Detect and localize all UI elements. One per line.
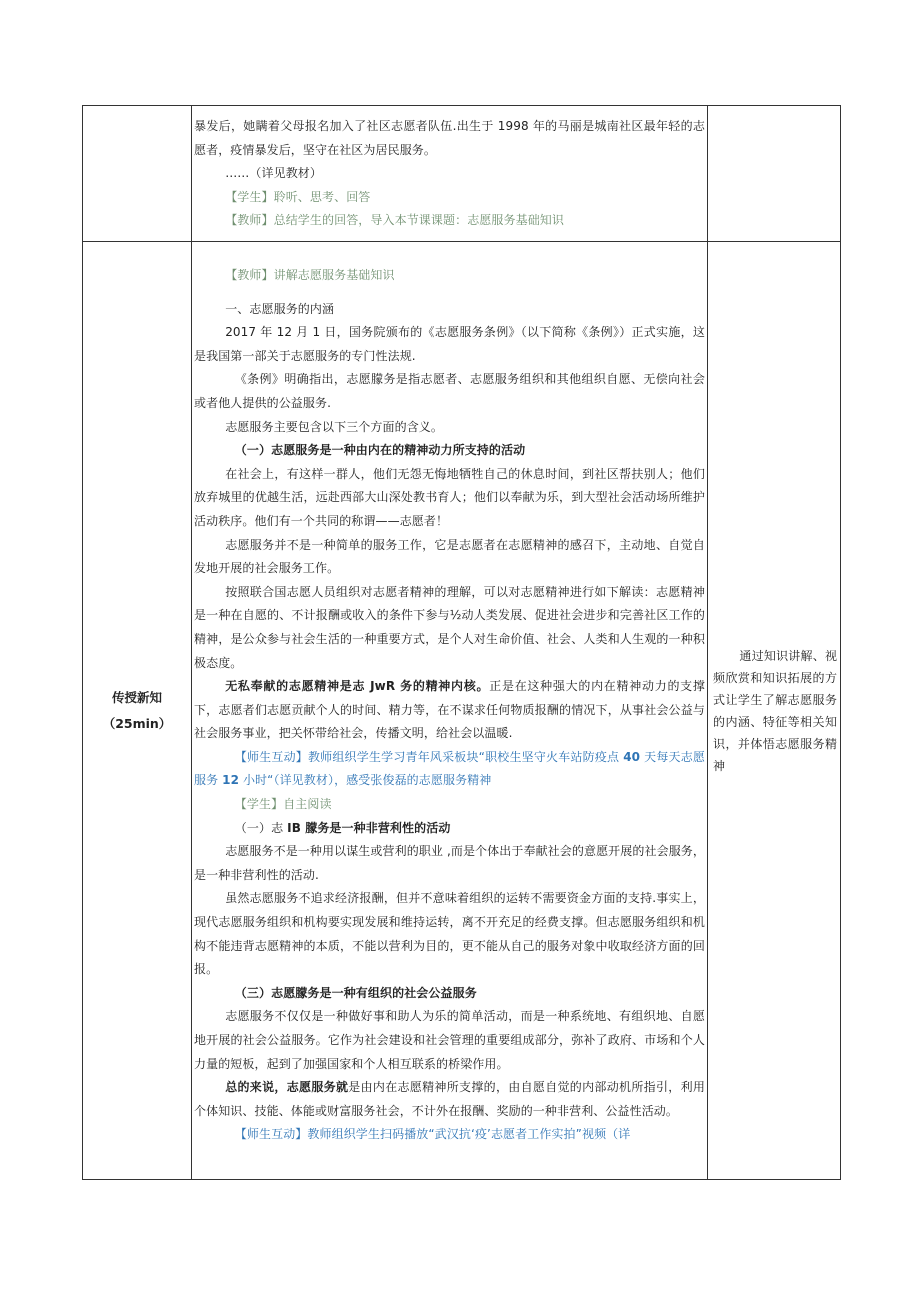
lesson-plan-table xyxy=(82,105,841,1180)
interaction-2-text: 教师组织学生扫码播放“武汉抗‘疫’志愿者工作实拍”视频（详 xyxy=(307,1127,631,1142)
intro-story-text: 暴发后，她瞒着父母报名加入了社区志愿者队伍.出生于 1998 年的马丽是城南社区最年轻的志愿者，疫情暴发后，坚守在社区为居民服务。 xyxy=(194,119,705,157)
interaction-1-text-b: 天每天志愿服务 xyxy=(194,749,706,788)
paragraph-regulation: 2017 年 12 月 1 日，国务院颁布的《志愿服务条例》（以下简称《条例》）正式实施，这是我国第一部关于志愿服务的专门性法规. xyxy=(194,325,705,363)
paragraph-summary xyxy=(194,1076,705,1123)
paragraph-un-spirit: 按照联合国志愿人员组织对志愿者精神的理解，可以对志愿精神进行如下解读：志愿精神是一种在自愿的、不计报酬或收入的条件下参与½动人类发展、促进社会进步和完善社区工作的精神，是公众参与社会生活的一种重要方式，是个人对生命价值、社会、人类和人生观的一种积极态度。 xyxy=(194,584,705,670)
subheading-3: （三）志愿朦务是一种有组织的社会公益服务 xyxy=(234,985,477,1000)
goal-cell-empty xyxy=(708,106,841,242)
interaction-1-text-a: 教师组织学生学习青年风采板块“职校生坚守火车站防疫点 xyxy=(307,749,624,764)
interaction-1 xyxy=(194,746,705,793)
teacher-summary: 【教师】总结学生的回答，导入本节课课题：志愿服务基础知识 xyxy=(225,213,564,228)
core-spirit-rest: 正是在这种强大的内在精神动力的支撑下，志愿者们志愿贡献个人的时间、精力等，在不谋求任何物质报酬的情况下，从事社会公益与社会服务事业，把关怀带给社会，传播文明，给社会以温暖. xyxy=(194,679,706,741)
paragraph-core-spirit xyxy=(194,675,705,746)
see-textbook-note: ……（详见教材） xyxy=(225,166,322,181)
stage-title: 传授新知 xyxy=(111,689,162,705)
interaction-1-num-hours: 12 xyxy=(222,773,240,788)
interaction-1-label: 【师生互动】 xyxy=(234,749,308,764)
stage-cell xyxy=(83,242,192,1180)
paragraph-organized: 志愿服务不仅仅是一种做好事和助人为乐的简单活动，而是一种系统地、有组织地、自愿地开展的社会公益服务。它作为社会建设和社会管理的重要组成部分，弥补了政府、市场和个人力量的短板，起到了加强国家和个人相互联系的桥梁作用。 xyxy=(194,1009,705,1071)
interaction-1-text-c: 小时“（详见教材），感受张俊磊的志愿服务精神 xyxy=(239,773,492,788)
summary-rest: 是由内在志愿精神所支撑的，由自愿自觉的内部动机所指引，利用个体知识、技能、体能或财富服务社会，不计外在报酬、奖励的一种非营利、公益性活动。 xyxy=(194,1080,705,1118)
subheading-2-bold: IB 朦务是一种非营利性的活动 xyxy=(287,820,451,835)
paragraph-definition: 《条例》明确指出，志愿朦务是指志愿者、志愿服务组织和其他组织自愿、无偿向社会或者他人提供的公益服务. xyxy=(194,372,705,410)
interaction-2 xyxy=(194,1123,705,1147)
student-reading: 【学生】自主阅读 xyxy=(234,797,332,812)
paragraph-not-simple: 志愿服务并不是一种简单的服务工作，它是志愿者在志愿精神的感召下，主动地、自觉自发地开展的社会服务工作。 xyxy=(194,537,705,576)
content-cell-main xyxy=(192,242,708,1180)
table-row-intro xyxy=(83,106,841,242)
interaction-2-label: 【师生互动】 xyxy=(234,1127,308,1142)
student-activity: 【学生】聆听、思考、回答 xyxy=(225,189,371,204)
table-row-new-knowledge xyxy=(83,242,841,1180)
paragraph-three-aspects: 志愿服务主要包含以下三个方面的含义。 xyxy=(225,419,443,434)
content-cell-intro xyxy=(192,106,708,242)
summary-bold: 总的来说，志愿服务就 xyxy=(225,1080,349,1095)
paragraph-volunteers: 在社会上，有这样一群人，他们无怨无悔地牺牲自己的休息时间，到社区帮扶别人；他们放弃城里的优越生活，远赴西部大山深处教书育人；他们以奉献为乐，到大型社会活动场所维护活动秩序。他们有一个共同的称谓——志愿者！ xyxy=(194,466,705,528)
paragraph-funding: 虽然志愿服务不追求经济报酬，但并不意味着组织的运转不需要资金方面的支持.事实上，现代志愿服务组织和机构要实现发展和维持运转，离不开充足的经费支撑。但志愿服务组织和机构不能违背志愿精神的本质，不能以营利为目的，更不能从自己的服务对象中收取经济方面的回报。 xyxy=(194,891,705,977)
stage-duration: （25min） xyxy=(102,715,172,731)
subheading-2 xyxy=(194,817,705,841)
subheading-2-prefix: （一）志 xyxy=(234,820,288,835)
subheading-1: （一）志愿服务是一种由内在的精神动力所支持的活动 xyxy=(234,443,526,458)
paragraph-non-profit: 志愿服务不是一种用以谋生或营利的职业 ,而是个体出于奉献社会的意愿开展的社会服务，是一种非营利性的活动. xyxy=(194,844,705,882)
teaching-goal-text: 通过知识讲解、视频欣赏和知识拓展的方式让学生了解志愿服务的内涵、特征等相关知识，并体悟志愿服务精神 xyxy=(713,648,837,773)
goal-cell xyxy=(708,242,841,1180)
stage-cell-empty xyxy=(83,106,192,242)
core-spirit-bold: 无私奉献的志愿精神是志 JwR 务的精神内核。 xyxy=(225,679,490,694)
interaction-1-num-days: 40 xyxy=(623,749,641,764)
teacher-explains: 【教师】讲解志愿服务基础知识 xyxy=(225,268,395,282)
section-heading: 一、志愿服务的内涵 xyxy=(225,301,335,316)
